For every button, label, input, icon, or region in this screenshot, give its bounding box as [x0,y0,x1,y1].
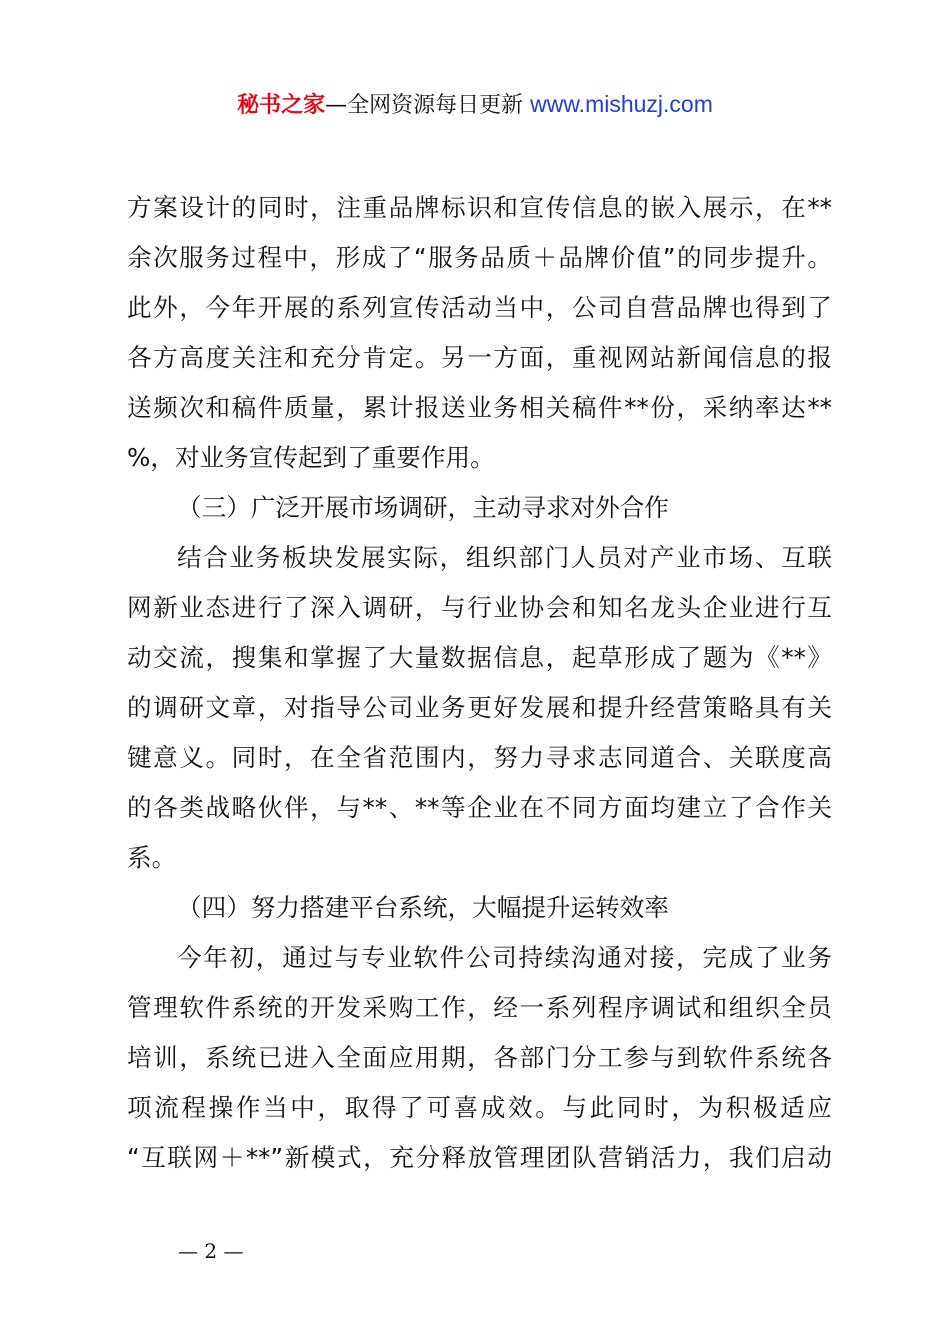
brand-name: 秘书之家 [237,93,326,118]
text-line: 键意义。同时，在全省范围内，努力寻求志同道合、关联度高 [127,743,832,772]
text-line: “互联网＋**”新模式，充分释放管理团队营销活力，我们启动 [127,1143,832,1172]
text-line: 项流程操作当中，取得了可喜成效。与此同时，为积极适应 [127,1093,832,1122]
text-line: 今年初，通过与专业软件公司持续沟通对接，完成了业务 [177,943,832,972]
site-header [0,86,950,124]
text-line: 系。 [127,843,177,872]
text-line: 管理软件系统的开发采购工作，经一系列程序调试和组织全员 [127,993,832,1022]
header-tagline: —全网资源每日更新 [325,93,524,118]
text-line: 培训，系统已进入全面应用期，各部门分工参与到软件系统各 [127,1043,832,1072]
section-heading-4: （四）努力搭建平台系统，大幅提升运转效率 [177,893,669,922]
text-line: %，对业务宣传起到了重要作用。 [127,443,495,472]
document-body [127,183,832,1183]
text-line: 送频次和稿件质量，累计报送业务相关稿件**份，采纳率达** [127,393,832,422]
text-line: 的各类战略伙伴，与**、**等企业在不同方面均建立了合作关 [127,793,832,822]
text-line: 方案设计的同时，注重品牌标识和宣传信息的嵌入展示，在** [127,193,832,222]
text-line: 各方高度关注和充分肯定。另一方面，重视网站新闻信息的报 [127,343,832,372]
text-line: 结合业务板块发展实际，组织部门人员对产业市场、互联 [177,543,832,572]
page-number: — 2 — [178,1239,244,1263]
text-line: 网新业态进行了深入调研，与行业协会和知名龙头企业进行互 [127,593,832,622]
section-heading-3: （三）广泛开展市场调研，主动寻求对外合作 [177,493,669,522]
text-line: 此外，今年开展的系列宣传活动当中，公司自营品牌也得到了 [127,293,832,322]
site-url-link[interactable]: www.mishuzj.com [530,91,713,117]
text-line: 的调研文章，对指导公司业务更好发展和提升经营策略具有关 [127,693,832,722]
text-line: 余次服务过程中，形成了“服务品质＋品牌价值”的同步提升。 [127,243,832,272]
text-line: 动交流，搜集和掌握了大量数据信息，起草形成了题为《**》 [127,643,832,672]
